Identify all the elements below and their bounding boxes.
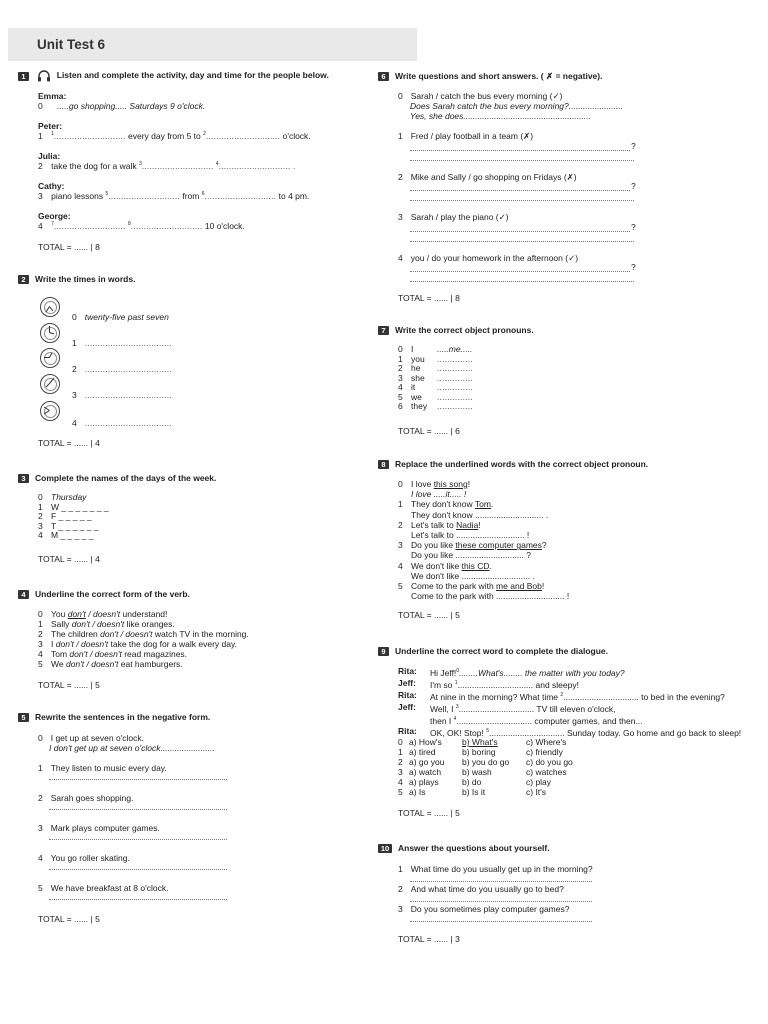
name-label: Cathy: xyxy=(38,181,65,191)
clock-icon xyxy=(40,374,60,394)
section-3-heading: 3 Complete the names of the days of the week. xyxy=(18,473,216,483)
section-1-heading: 1 Listen and complete the activity, day and time for the people below. xyxy=(18,70,329,82)
list-item: 1 Fred / play football in a team (✗) xyxy=(398,131,534,141)
name-label: Emma: xyxy=(38,91,67,101)
answer-line[interactable] xyxy=(410,901,592,902)
total-score: TOTAL = ...... | 4 xyxy=(38,554,100,564)
total-score: TOTAL = ...... | 5 xyxy=(38,680,100,690)
list-item: 1 They listen to music every day. xyxy=(38,763,167,773)
list-item: 0 twenty-five past seven xyxy=(72,312,169,322)
section-4-heading: 4 Underline the correct form of the verb. xyxy=(18,589,190,599)
list-item: 3 Do you sometimes play computer games? xyxy=(398,904,570,914)
days-list: 0 Thursday 1 W _ _ _ _ _ _ _ 2 F _ _ _ _ _ 3 T _ _ _ _ _ _ 4 M _ _ _ _ _ xyxy=(38,492,109,540)
answer-line[interactable] xyxy=(49,869,227,870)
total-score: TOTAL = ...... | 3 xyxy=(398,934,460,944)
total-score: TOTAL = ...... | 6 xyxy=(398,426,460,436)
pronoun-list: 0 I .....me..... 1 you .............. 2 he .............. 3 she .............. 4 it .............. 5 we .............. 6 they .............. xyxy=(398,344,473,411)
example-question: Does Sarah catch the bus every morning?....................... xyxy=(410,101,624,111)
list-item: 1 What time do you usually get up in the morning? xyxy=(398,864,593,874)
list-item: 2 And what time do you usually go to bed? xyxy=(398,884,564,894)
clock-icon xyxy=(40,401,60,421)
list-item: 3 .................................. xyxy=(72,390,172,400)
total-score: TOTAL = ...... | 5 xyxy=(38,914,100,924)
example-line: 0 Sarah / catch the bus every morning (✓) xyxy=(398,91,563,101)
list-item: 5 We have breakfast at 8 o'clock. xyxy=(38,883,169,893)
pronoun-replace-list: 0 I love this song! I love .....it..... ! 1 They don't know Tom. They don't know ............................. . 2 Let's talk to Nadia! Let's talk to ............................. ! 3 Do you like these computer games? Do you like ............................. ? 4 We don't like this CD. We don't like ............................. . 5 Come to the park with me and Bob! Come to the park with ............................. ! xyxy=(398,479,570,602)
gap-line: 3 piano lessons $^5$............................ from $^6$............................ to 4 pm. xyxy=(38,191,310,201)
name-label: George: xyxy=(38,211,71,221)
name-label: Peter: xyxy=(38,121,63,131)
list-item: 2 Mike and Sally / go shopping on Fridays (✗) xyxy=(398,172,577,182)
name-label: Julia: xyxy=(38,151,61,161)
answer-line[interactable] xyxy=(49,779,227,780)
clock-icon xyxy=(40,323,60,343)
section-number: 1 xyxy=(18,72,29,81)
list-item: 3 Sarah / play the piano (✓) xyxy=(398,212,509,222)
list-item: 2 Sarah goes shopping. xyxy=(38,793,134,803)
example-line: 0 I get up at seven o'clock. xyxy=(38,733,145,743)
section-10-heading: 10 Answer the questions about yourself. xyxy=(378,843,550,853)
clock-icon xyxy=(40,297,60,317)
section-7-heading: 7 Write the correct object pronouns. xyxy=(378,325,534,335)
answer-line[interactable] xyxy=(410,241,634,242)
total-score: TOTAL = ...... | 4 xyxy=(38,438,100,448)
answer-line[interactable] xyxy=(410,921,592,922)
page-title: Unit Test 6 xyxy=(37,37,106,52)
total-score: TOTAL = ...... | 5 xyxy=(398,610,460,620)
clock-icon xyxy=(40,348,60,368)
gap-line: 4 $^7$............................ $^8$............................ 10 o'clock. xyxy=(38,221,245,231)
answer-line[interactable] xyxy=(410,881,592,882)
gap-line: 1 $^1$............................ every day from 5 to $^2$............................. o'clock. xyxy=(38,131,311,141)
answer-line[interactable] xyxy=(49,809,227,810)
question-mark: ? xyxy=(631,141,636,151)
question-mark: ? xyxy=(631,222,636,232)
list-item: 1 .................................. xyxy=(72,338,172,348)
answer-line[interactable] xyxy=(410,271,630,272)
total-score: TOTAL = ...... | 5 xyxy=(398,808,460,818)
list-item: 4 you / do your homework in the afternoon (✓) xyxy=(398,253,579,263)
verb-list: 0 You don't / doesn't understand! 1 Sally don't / doesn't like oranges. 2 The children don't / doesn't watch TV in the morning. 3 I don't / doesn't take the dog for a walk every day. 4 Tom don't / doesn't read magazines. 5 We don't / doesn't eat hamburgers. xyxy=(38,609,249,669)
answer-line[interactable] xyxy=(410,281,634,282)
answer-line[interactable] xyxy=(410,160,634,161)
answer-line[interactable] xyxy=(410,200,634,201)
options-list: 0 a) How's b) What's c) Where's 1 a) tired b) boring c) friendly 2 a) go you b) you do go c) do you go 3 a) watch b) wash c) watches 4 a) plays b) do c) play 5 a) Is b) Is it c) It's xyxy=(398,737,573,797)
list-item: 2 .................................. xyxy=(72,364,172,374)
section-5-heading: 5 Rewrite the sentences in the negative form. xyxy=(18,712,210,722)
gap-line: 2 take the dog for a walk $^3$............................ $^4$............................ . xyxy=(38,161,296,171)
answer-line[interactable] xyxy=(49,839,227,840)
section-6-heading: 6 Write questions and short answers. ( ✗ = negative). xyxy=(378,71,602,82)
section-2-heading: 2 Write the times in words. xyxy=(18,274,135,284)
answer-line[interactable] xyxy=(410,150,630,151)
example-answer: I don't get up at seven o'clock....................... xyxy=(49,743,215,753)
dialogue: Rita: Hi Jeff!$^0$........What's........ the matter with you today? Jeff: I'm so $^1$................................ and sleepy! Rita: At nine in the morning? What time $^2$................................ to bed in the evening? Jeff: Well, I $^3$................................ TV till eleven o'clock, then I $^4$................................ computer games, and then... Rita: OK, OK! Stop! $^5$................................ Sunday today. Go home and go back to sleep! xyxy=(398,666,742,738)
list-item: 3 Mark plays computer games. xyxy=(38,823,160,833)
total-score: TOTAL = ...... | 8 xyxy=(38,242,100,252)
headphones-icon xyxy=(37,70,51,82)
answer-line[interactable] xyxy=(410,190,630,191)
question-mark: ? xyxy=(631,181,636,191)
list-item: 4 .................................. xyxy=(72,418,172,428)
total-score: TOTAL = ...... | 8 xyxy=(398,293,460,303)
section-9-heading: 9 Underline the correct word to complete the dialogue. xyxy=(378,646,608,656)
answer-line[interactable] xyxy=(410,231,630,232)
example-answer: Yes, she does...................................................... xyxy=(410,111,591,121)
question-mark: ? xyxy=(631,262,636,272)
example-line: 0 .....go shopping..... Saturdays 9 o'clock. xyxy=(38,101,206,111)
answer-line[interactable] xyxy=(49,899,227,900)
list-item: 4 You go roller skating. xyxy=(38,853,130,863)
section-8-heading: 8 Replace the underlined words with the correct object pronoun. xyxy=(378,459,648,469)
